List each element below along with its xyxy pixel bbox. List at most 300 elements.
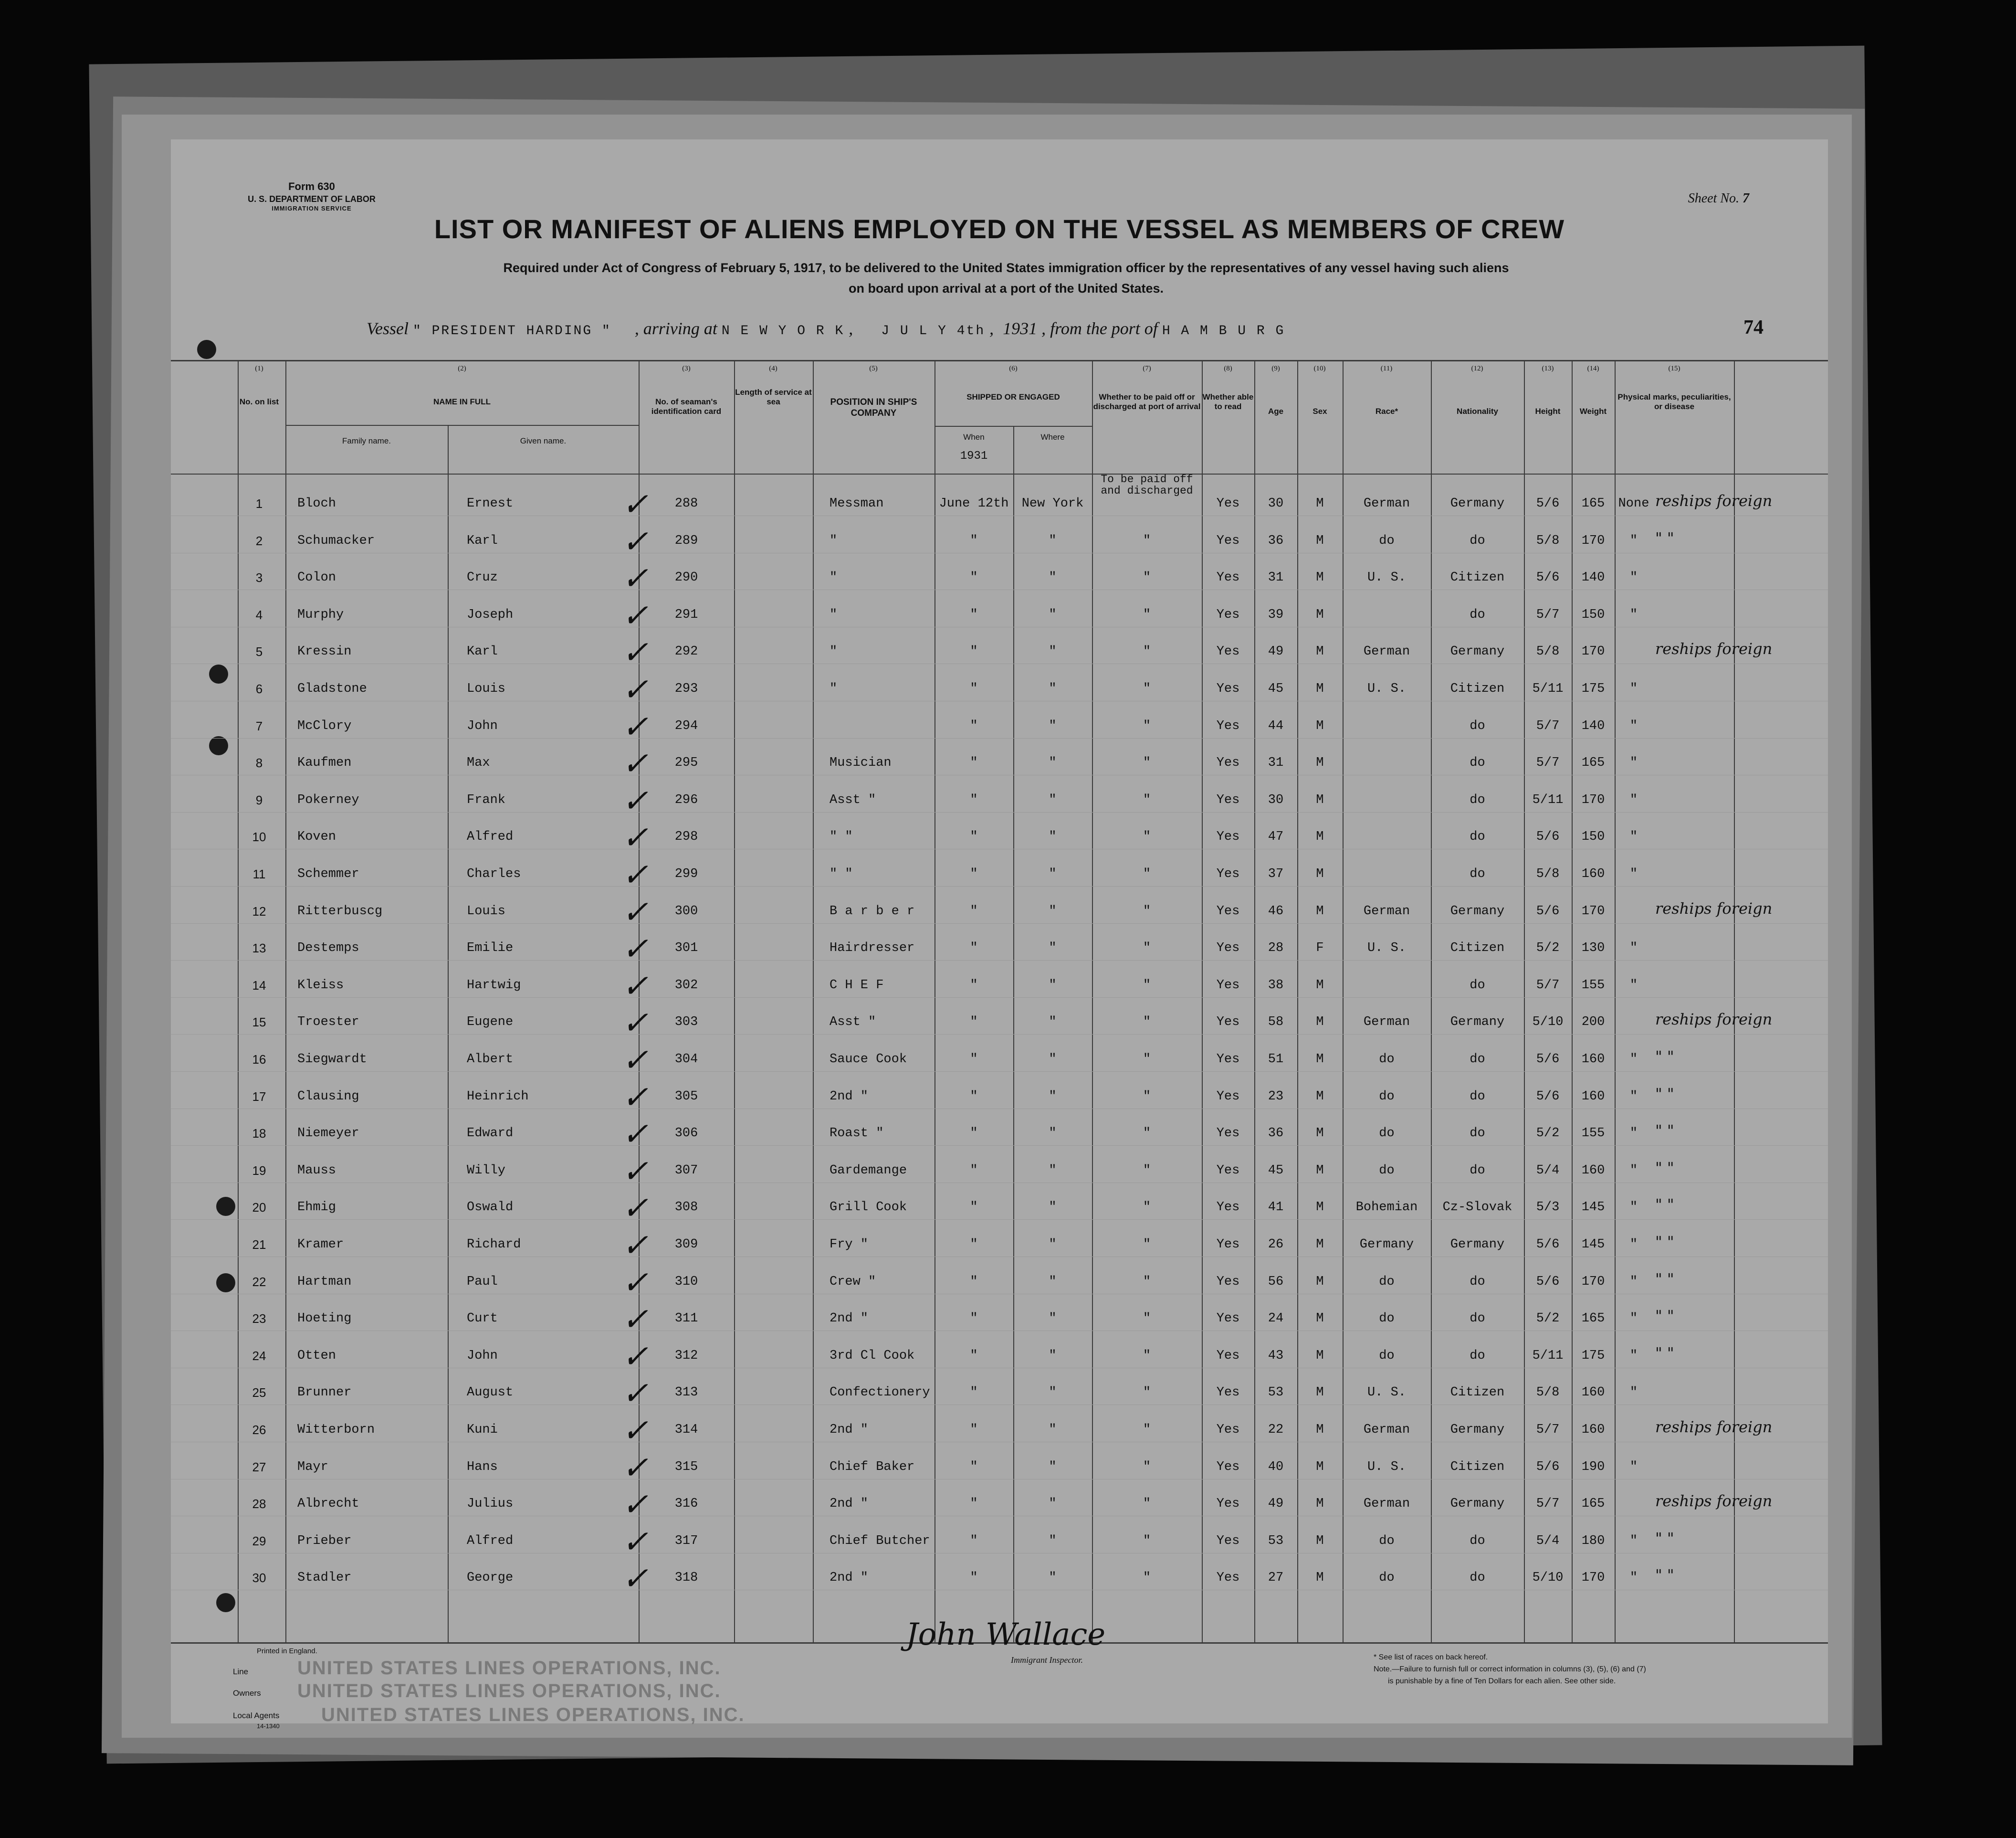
cell-family: Clausing [297, 1089, 359, 1104]
cell-marks: " [1629, 1163, 1638, 1178]
cell-card: 299 [674, 867, 698, 881]
column-number: (8) [1224, 365, 1232, 372]
cell-race: U. S. [1367, 1459, 1406, 1474]
cell-weight: 150 [1581, 607, 1605, 622]
cell-paid: " [1143, 1089, 1151, 1104]
cell-marks: " [1629, 1311, 1638, 1326]
cell-weight: 175 [1581, 1348, 1605, 1363]
cell-nationality: Germany [1450, 1237, 1505, 1252]
cell-weight: 165 [1581, 1311, 1605, 1326]
header-position: POSITION IN SHIP'S COMPANY [830, 397, 917, 418]
cell-given: Curt [467, 1311, 498, 1326]
check-mark: ✓ [622, 634, 649, 671]
handwritten-remark: reships foreign [1655, 492, 1773, 510]
check-mark: ✓ [622, 745, 649, 782]
cell-nationality: do [1470, 1089, 1485, 1104]
cell-card: 294 [674, 718, 698, 733]
cell-weight: 160 [1581, 867, 1605, 881]
cell-height: 5/2 [1536, 941, 1560, 956]
cell-no: 15 [252, 1015, 266, 1030]
handwritten-remark: " " [1655, 1529, 1674, 1547]
cell-weight: 175 [1581, 682, 1605, 696]
cell-given: Frank [467, 792, 506, 807]
header-sex: Sex [1312, 407, 1327, 416]
document-title: LIST OR MANIFEST OF ALIENS EMPLOYED ON THE VESSEL AS MEMBERS OF CREW [434, 214, 1565, 244]
subtitle-line: Required under Act of Congress of February 5, 1917, to be delivered to the United States immigration officer by the representatives of any vessel having such aliens [503, 261, 1509, 275]
cell-nationality: Citizen [1450, 570, 1505, 585]
cell-when: " [970, 1571, 978, 1585]
form-code: 14-1340 [257, 1722, 280, 1730]
row-guide [171, 886, 1828, 887]
cell-no: 24 [252, 1348, 266, 1363]
handwritten-remark: reships foreign [1655, 640, 1773, 658]
row-guide [171, 738, 1828, 739]
cell-card: 293 [674, 682, 698, 696]
cell-given: Hans [467, 1459, 498, 1474]
cell-position: 2nd " [830, 1089, 869, 1104]
cell-read: Yes [1216, 1497, 1240, 1511]
cell-weight: 170 [1581, 1571, 1605, 1585]
cell-read: Yes [1216, 792, 1240, 807]
cell-read: Yes [1216, 1126, 1240, 1141]
cell-age: 23 [1268, 1089, 1284, 1104]
cell-where: " [1049, 1163, 1057, 1178]
cell-card: 306 [674, 1126, 698, 1141]
cell-marks: " [1629, 830, 1638, 845]
cell-family: Bloch [297, 496, 336, 511]
cell-race: do [1379, 533, 1395, 548]
cell-card: 309 [674, 1237, 698, 1252]
cell-nationality: do [1470, 830, 1485, 845]
cell-weight: 180 [1581, 1533, 1605, 1548]
cell-sex: M [1316, 756, 1324, 771]
cell-when: " [970, 1200, 978, 1215]
cell-read: Yes [1216, 1052, 1240, 1067]
cell-no: 4 [255, 607, 263, 622]
cell-read: Yes [1216, 1533, 1240, 1548]
table-top-rule [171, 360, 1828, 361]
cell-position: " " [830, 867, 853, 881]
cell-marks: " [1629, 718, 1638, 733]
cell-sex: M [1316, 1126, 1324, 1141]
cell-position: " [830, 607, 838, 622]
cell-paid: " [1143, 682, 1151, 696]
row-guide [171, 923, 1828, 924]
cell-weight: 170 [1581, 533, 1605, 548]
departure-port: H A M B U R G [1162, 324, 1285, 338]
cell-marks: " [1629, 682, 1638, 696]
cell-family: Kaufmen [297, 756, 352, 771]
cell-read: Yes [1216, 1237, 1240, 1252]
cell-card: 296 [674, 792, 698, 807]
printed-in: Printed in England. [257, 1647, 317, 1655]
cell-where: " [1049, 1274, 1057, 1289]
cell-no: 26 [252, 1423, 266, 1437]
cell-sex: M [1316, 1459, 1324, 1474]
handwritten-remark: " " [1655, 1084, 1674, 1103]
cell-paid: " [1143, 1163, 1151, 1178]
cell-paid: " [1143, 867, 1151, 881]
cell-nationality: do [1470, 1571, 1485, 1585]
cell-nationality: Germany [1450, 496, 1505, 511]
cell-where: " [1049, 756, 1057, 771]
handwritten-remark: " " [1655, 1343, 1674, 1362]
cell-race: Germany [1359, 1237, 1414, 1252]
cell-no: 9 [255, 792, 263, 807]
cell-weight: 170 [1581, 904, 1605, 919]
cell-position: Crew " [830, 1274, 876, 1289]
vessel-name: " PRESIDENT HARDING " [412, 324, 611, 338]
check-mark: ✓ [622, 1449, 649, 1486]
cell-position: Sauce Cook [830, 1052, 907, 1067]
cell-marks: " [1629, 1533, 1638, 1548]
cell-race: German [1363, 496, 1410, 511]
cell-height: 5/4 [1536, 1163, 1560, 1178]
cell-sex: M [1316, 1423, 1324, 1437]
cell-race: Bohemian [1355, 1200, 1418, 1215]
cell-sex: M [1316, 1533, 1324, 1548]
cell-height: 5/6 [1536, 1237, 1560, 1252]
cell-given: Louis [467, 904, 506, 919]
cell-family: Prieber [297, 1533, 352, 1548]
cell-sex: M [1316, 718, 1324, 733]
header-nationality: Nationality [1457, 407, 1498, 416]
cell-weight: 170 [1581, 644, 1605, 659]
cell-no: 28 [252, 1497, 266, 1511]
cell-when: " [970, 1348, 978, 1363]
cell-nationality: do [1470, 1274, 1485, 1289]
row-guide [171, 812, 1828, 813]
cell-marks: " [1629, 1571, 1638, 1585]
cell-read: Yes [1216, 904, 1240, 919]
cell-weight: 190 [1581, 1459, 1605, 1474]
cell-position: Messman [830, 496, 884, 511]
cell-read: Yes [1216, 496, 1240, 511]
cell-card: 302 [674, 978, 698, 993]
cell-sex: M [1316, 1052, 1324, 1067]
cell-given: Julius [467, 1497, 514, 1511]
cell-where: " [1049, 1237, 1057, 1252]
cell-nationality: Germany [1450, 904, 1505, 919]
cell-no: 22 [252, 1274, 266, 1289]
cell-family: Albrecht [297, 1497, 359, 1511]
sheet-label: Sheet No. [1688, 191, 1739, 206]
cell-sex: M [1316, 1274, 1324, 1289]
header-height: Height [1535, 407, 1561, 416]
cell-nationality: do [1470, 607, 1485, 622]
cell-paid: " [1143, 1497, 1151, 1511]
from-label: , from the port of [1041, 319, 1158, 338]
cell-position: Confectionery [830, 1385, 930, 1400]
cell-read: Yes [1216, 941, 1240, 956]
cell-where: " [1049, 1126, 1057, 1141]
cell-nationality: do [1470, 1311, 1485, 1326]
cell-weight: 130 [1581, 941, 1605, 956]
cell-no: 8 [255, 756, 263, 771]
cell-paid: " [1143, 904, 1151, 919]
cell-where: " [1049, 978, 1057, 993]
cell-nationality: Germany [1450, 1497, 1505, 1511]
cell-where: " [1049, 1089, 1057, 1104]
cell-race: U. S. [1367, 941, 1406, 956]
cell-where: " [1049, 1200, 1057, 1215]
inspector-label: Immigrant Inspector. [1011, 1655, 1083, 1665]
cell-age: 30 [1268, 496, 1284, 511]
cell-read: Yes [1216, 1459, 1240, 1474]
cell-when: " [970, 941, 978, 956]
cell-family: Kleiss [297, 978, 344, 993]
vessel-line: Vessel " PRESIDENT HARDING " , arriving at N E W Y O R K , J U L Y 4th , 1931 , from the port of H A M B U R G [367, 319, 1285, 338]
cell-paid: " [1143, 570, 1151, 585]
page-number: 74 [1743, 317, 1764, 338]
cell-when: June 12th [939, 496, 1009, 511]
binder-hole [197, 340, 216, 359]
column-number: (13) [1542, 365, 1554, 372]
cell-given: Eugene [467, 1015, 514, 1030]
cell-family: Mauss [297, 1163, 336, 1178]
cell-height: 5/6 [1536, 904, 1560, 919]
handwritten-remark: " " [1655, 1566, 1674, 1584]
cell-when: " [970, 1497, 978, 1511]
check-mark: ✓ [622, 967, 649, 1004]
column-number: (14) [1587, 365, 1599, 372]
cell-where: " [1049, 607, 1057, 622]
cell-no: 1 [255, 496, 263, 511]
cell-card: 314 [674, 1423, 698, 1437]
cell-read: Yes [1216, 756, 1240, 771]
cell-age: 58 [1268, 1015, 1284, 1030]
cell-age: 31 [1268, 570, 1284, 585]
handwritten-remark: " " [1655, 1047, 1674, 1066]
cell-paid: " [1143, 1348, 1151, 1363]
cell-weight: 160 [1581, 1423, 1605, 1437]
handwritten-remark: reships foreign [1655, 1492, 1773, 1511]
column-number: (11) [1380, 365, 1393, 372]
cell-where: New York [1021, 496, 1084, 511]
cell-where: " [1049, 904, 1057, 919]
header-name-in-full: NAME IN FULL [433, 397, 491, 406]
cell-sex: M [1316, 978, 1324, 993]
cell-no: 10 [252, 830, 266, 845]
subtitle-line: on board upon arrival at a port of the United States. [848, 281, 1164, 296]
cell-no: 16 [252, 1052, 266, 1067]
cell-when: " [970, 682, 978, 696]
cell-given: Emilie [467, 941, 514, 956]
cell-card: 316 [674, 1497, 698, 1511]
cell-given: Albert [467, 1052, 514, 1067]
cell-when: " [970, 1163, 978, 1178]
cell-paid: To be paid off and discharged [1101, 473, 1193, 497]
column-number: (3) [682, 365, 691, 372]
cell-height: 5/7 [1536, 756, 1560, 771]
header-when: When [963, 433, 985, 442]
cell-card: 289 [674, 533, 698, 548]
check-mark: ✓ [622, 1301, 649, 1338]
cell-nationality: do [1470, 718, 1485, 733]
cell-age: 53 [1268, 1533, 1284, 1548]
column-number: (6) [1009, 365, 1018, 372]
cell-race: German [1363, 904, 1410, 919]
cell-nationality: Citizen [1450, 1385, 1505, 1400]
cell-position: " [830, 682, 838, 696]
cell-weight: 145 [1581, 1200, 1605, 1215]
cell-nationality: Cz-Slovak [1442, 1200, 1512, 1215]
cell-when: " [970, 570, 978, 585]
cell-sex: M [1316, 1348, 1324, 1363]
cell-height: 5/8 [1536, 1385, 1560, 1400]
check-mark: ✓ [622, 930, 649, 968]
cell-height: 5/6 [1536, 1052, 1560, 1067]
cell-when: " [970, 1089, 978, 1104]
cell-nationality: do [1470, 978, 1485, 993]
cell-nationality: Germany [1450, 1423, 1505, 1437]
cell-given: Oswald [467, 1200, 514, 1215]
cell-when: " [970, 1237, 978, 1252]
cell-position: Chief Baker [830, 1459, 915, 1474]
cell-given: Karl [467, 533, 498, 548]
cell-marks: " [1629, 792, 1638, 807]
cell-given: Willy [467, 1163, 506, 1178]
handwritten-remark: " " [1655, 1121, 1674, 1140]
note-penalty-cont: is punishable by a fine of Ten Dollars for each alien. See other side. [1388, 1677, 1616, 1685]
cell-marks: " [1629, 1237, 1638, 1252]
cell-weight: 170 [1581, 1274, 1605, 1289]
cell-where: " [1049, 1015, 1057, 1030]
arrival-year: 1931 [1003, 319, 1038, 338]
cell-height: 5/6 [1536, 1274, 1560, 1289]
cell-family: Hoeting [297, 1311, 352, 1326]
cell-no: 23 [252, 1311, 266, 1326]
cell-nationality: Citizen [1450, 941, 1505, 956]
binder-hole [216, 1593, 235, 1612]
cell-race: do [1379, 1126, 1395, 1141]
binder-hole [216, 1197, 235, 1216]
cell-no: 30 [252, 1571, 266, 1585]
cell-age: 45 [1268, 682, 1284, 696]
cell-sex: M [1316, 1311, 1324, 1326]
cell-given: Louis [467, 682, 506, 696]
check-mark: ✓ [622, 597, 649, 634]
cell-family: Schemmer [297, 867, 359, 881]
cell-where: " [1049, 570, 1057, 585]
cell-no: 19 [252, 1163, 266, 1178]
binder-hole [209, 665, 228, 684]
department-name: U. S. DEPARTMENT OF LABOR [248, 194, 376, 204]
cell-when: " [970, 830, 978, 845]
cell-sex: M [1316, 904, 1324, 919]
cell-paid: " [1143, 1274, 1151, 1289]
cell-no: 11 [252, 867, 266, 881]
cell-position: Hairdresser [830, 941, 915, 956]
cell-age: 30 [1268, 792, 1284, 807]
cell-family: Mayr [297, 1459, 328, 1474]
handwritten-remark: reships foreign [1655, 1418, 1773, 1436]
cell-read: Yes [1216, 978, 1240, 993]
cell-family: Destemps [297, 941, 359, 956]
cell-where: " [1049, 1348, 1057, 1363]
form-number: Form 630 [288, 180, 335, 192]
cell-when: " [970, 533, 978, 548]
cell-age: 49 [1268, 644, 1284, 659]
cell-when: " [970, 1459, 978, 1474]
header-race: Race* [1375, 407, 1398, 416]
cell-read: Yes [1216, 570, 1240, 585]
handwritten-remark: reships foreign [1655, 899, 1773, 918]
cell-read: Yes [1216, 1348, 1240, 1363]
cell-height: 5/7 [1536, 1497, 1560, 1511]
check-mark: ✓ [622, 1152, 649, 1190]
vessel-label: Vessel [367, 319, 409, 338]
header-age: Age [1268, 407, 1284, 416]
cell-sex: M [1316, 1200, 1324, 1215]
cell-where: " [1049, 533, 1057, 548]
check-mark: ✓ [622, 560, 649, 597]
handwritten-remark: " " [1655, 1158, 1674, 1177]
cell-read: Yes [1216, 1571, 1240, 1585]
cell-marks: " [1629, 1459, 1638, 1474]
header-rule [285, 425, 639, 426]
cell-given: Joseph [467, 607, 514, 622]
cell-where: " [1049, 682, 1057, 696]
cell-given: Cruz [467, 570, 498, 585]
cell-given: John [467, 1348, 498, 1363]
cell-position: " [830, 533, 838, 548]
cell-given: John [467, 718, 498, 733]
handwritten-remark: " " [1655, 528, 1674, 547]
cell-height: 5/2 [1536, 1311, 1560, 1326]
check-mark: ✓ [622, 856, 649, 893]
cell-nationality: Germany [1450, 644, 1505, 659]
cell-age: 53 [1268, 1385, 1284, 1400]
check-mark: ✓ [622, 486, 649, 523]
cell-position: C H E F [830, 978, 884, 993]
cell-read: Yes [1216, 682, 1240, 696]
cell-height: 5/4 [1536, 1533, 1560, 1548]
check-mark: ✓ [622, 1375, 649, 1412]
row-guide [171, 1071, 1828, 1072]
check-mark: ✓ [622, 893, 649, 930]
cell-paid: " [1143, 1571, 1151, 1585]
cell-age: 24 [1268, 1311, 1284, 1326]
cell-paid: " [1143, 941, 1151, 956]
check-mark: ✓ [622, 1560, 649, 1597]
cell-weight: 160 [1581, 1385, 1605, 1400]
cell-marks: " [1629, 1274, 1638, 1289]
cell-paid: " [1143, 1459, 1151, 1474]
arrival-date: J U L Y 4th [881, 324, 986, 338]
cell-age: 46 [1268, 904, 1284, 919]
cell-family: Kressin [297, 644, 352, 659]
cell-position: " " [830, 830, 853, 845]
check-mark: ✓ [622, 1004, 649, 1042]
cell-read: Yes [1216, 1274, 1240, 1289]
cell-given: August [467, 1385, 514, 1400]
cell-age: 43 [1268, 1348, 1284, 1363]
cell-family: Brunner [297, 1385, 352, 1400]
cell-family: Kramer [297, 1237, 344, 1252]
footnotes [1374, 1652, 1646, 1687]
cell-weight: 140 [1581, 570, 1605, 585]
cell-marks: " [1629, 941, 1638, 956]
manifest-page [171, 139, 1828, 1730]
cell-sex: M [1316, 1015, 1324, 1030]
cell-no: 13 [252, 941, 266, 956]
cell-paid: " [1143, 978, 1151, 993]
cell-where: " [1049, 1533, 1057, 1548]
binder-hole [209, 736, 228, 755]
header-weight: Weight [1579, 407, 1607, 416]
cell-position: 2nd " [830, 1497, 869, 1511]
